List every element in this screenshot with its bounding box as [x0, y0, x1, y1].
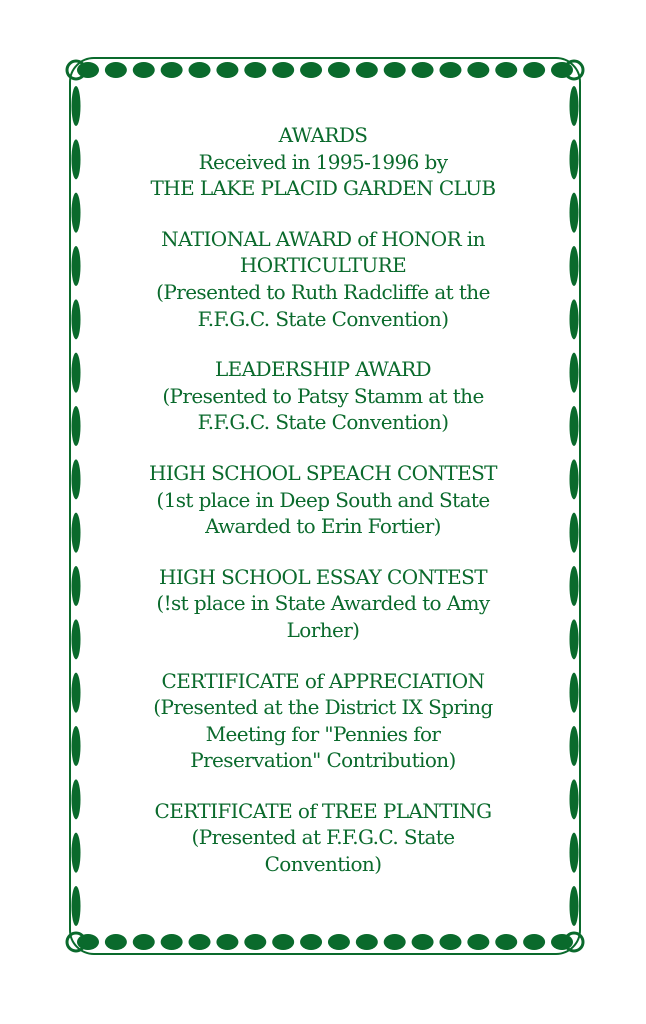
border-ornament — [72, 246, 81, 286]
border-ornament — [272, 934, 294, 950]
border-ornament — [133, 62, 155, 78]
border-ornament — [72, 619, 81, 659]
border-ornament — [570, 459, 579, 499]
border-ornament — [439, 934, 461, 950]
border-ornament — [570, 299, 579, 339]
border-ornament — [72, 459, 81, 499]
border-ornament — [189, 62, 211, 78]
border-ornament — [72, 193, 81, 233]
border-ornament — [384, 62, 406, 78]
border-ornament — [523, 934, 545, 950]
border-ornament — [105, 62, 127, 78]
border-ornament — [467, 62, 489, 78]
award-line: Awarded to Erin Fortier) — [205, 514, 441, 539]
award-line: (Presented to Ruth Radcliffe at the — [156, 279, 490, 304]
awards-text — [110, 122, 536, 878]
border-ornament — [356, 934, 378, 950]
border-ornament — [570, 619, 579, 659]
border-ornament — [439, 62, 461, 78]
border-ornament — [495, 62, 517, 78]
award-line: NATIONAL AWARD of HONOR in — [161, 226, 485, 251]
border-ornament — [328, 934, 350, 950]
award-line: HIGH SCHOOL SPEACH CONTEST — [149, 460, 497, 485]
border-ornament — [412, 934, 434, 950]
border-ornament — [467, 934, 489, 950]
border-ornament — [551, 934, 573, 950]
award-line: Meeting for "Pennies for — [205, 721, 441, 746]
border-ornament — [72, 726, 81, 766]
border-ornament — [244, 934, 266, 950]
award-line: HORTICULTURE — [239, 253, 407, 278]
club-name: THE LAKE PLACID GARDEN CLUB — [150, 176, 496, 201]
award-line: F.F.G.C. State Convention) — [197, 410, 449, 435]
award-appreciation — [110, 668, 536, 774]
border-ornament — [300, 934, 322, 950]
border-ornament — [570, 193, 579, 233]
border-ornament — [161, 934, 183, 950]
border-ornament — [216, 62, 238, 78]
border-ornament — [412, 62, 434, 78]
award-essay-contest — [110, 564, 536, 644]
award-line: HIGH SCHOOL ESSAY CONTEST — [158, 564, 488, 589]
border-ornament — [384, 934, 406, 950]
border-ornament — [570, 779, 579, 819]
border-ornament — [570, 886, 579, 926]
border-ornament — [72, 353, 81, 393]
award-line: F.F.G.C. State Convention) — [197, 306, 449, 331]
border-ornament — [570, 513, 579, 553]
border-ornament — [551, 62, 573, 78]
award-line: (Presented to Patsy Stamm at the — [162, 383, 484, 408]
border-ornament — [72, 139, 81, 179]
border-ornament — [72, 299, 81, 339]
border-ornament — [272, 62, 294, 78]
border-ornament — [356, 62, 378, 78]
border-ornament — [570, 406, 579, 446]
border-ornament — [72, 886, 81, 926]
border-ornament — [570, 673, 579, 713]
award-line: (1st place in Deep South and State — [156, 487, 490, 512]
border-ornament — [244, 62, 266, 78]
border-ornament — [570, 353, 579, 393]
award-line: Lorher) — [286, 617, 360, 642]
border-ornament — [72, 833, 81, 873]
border-ornament — [523, 62, 545, 78]
border-ornament — [77, 62, 99, 78]
border-ornament — [495, 934, 517, 950]
border-ornament — [189, 934, 211, 950]
award-line: CERTIFICATE of TREE PLANTING — [154, 798, 492, 823]
award-line: (Presented at F.F.G.C. State — [191, 825, 455, 850]
border-ornament — [72, 406, 81, 446]
border-ornament — [161, 62, 183, 78]
award-leadership — [110, 356, 536, 436]
border-ornament — [570, 246, 579, 286]
award-line: (!st place in State Awarded to Amy — [156, 591, 490, 616]
border-ornament — [570, 86, 579, 126]
award-line: LEADERSHIP AWARD — [214, 357, 431, 382]
border-ornament — [72, 779, 81, 819]
border-ornament — [570, 139, 579, 179]
award-tree-planting — [110, 798, 536, 878]
border-ornament — [72, 513, 81, 553]
border-ornament — [72, 566, 81, 606]
border-ornament — [72, 673, 81, 713]
border-ornament — [570, 726, 579, 766]
awards-header — [110, 122, 536, 202]
border-ornament — [570, 566, 579, 606]
border-ornament — [328, 62, 350, 78]
award-line: Preservation" Contribution) — [190, 748, 456, 773]
border-ornament — [105, 934, 127, 950]
border-ornament — [216, 934, 238, 950]
awards-title: AWARDS — [278, 123, 368, 147]
award-line: (Presented at the District IX Spring — [153, 695, 493, 720]
border-ornament — [133, 934, 155, 950]
border-ornament — [72, 86, 81, 126]
award-national-honor — [110, 226, 536, 332]
awards-subtitle: Received in 1995-1996 by — [198, 149, 448, 174]
border-ornament — [77, 934, 99, 950]
border-ornament — [570, 833, 579, 873]
award-line: CERTIFICATE of APPRECIATION — [161, 668, 485, 693]
border-ornament — [300, 62, 322, 78]
award-line: Convention) — [264, 852, 382, 877]
award-speech-contest — [110, 460, 536, 540]
